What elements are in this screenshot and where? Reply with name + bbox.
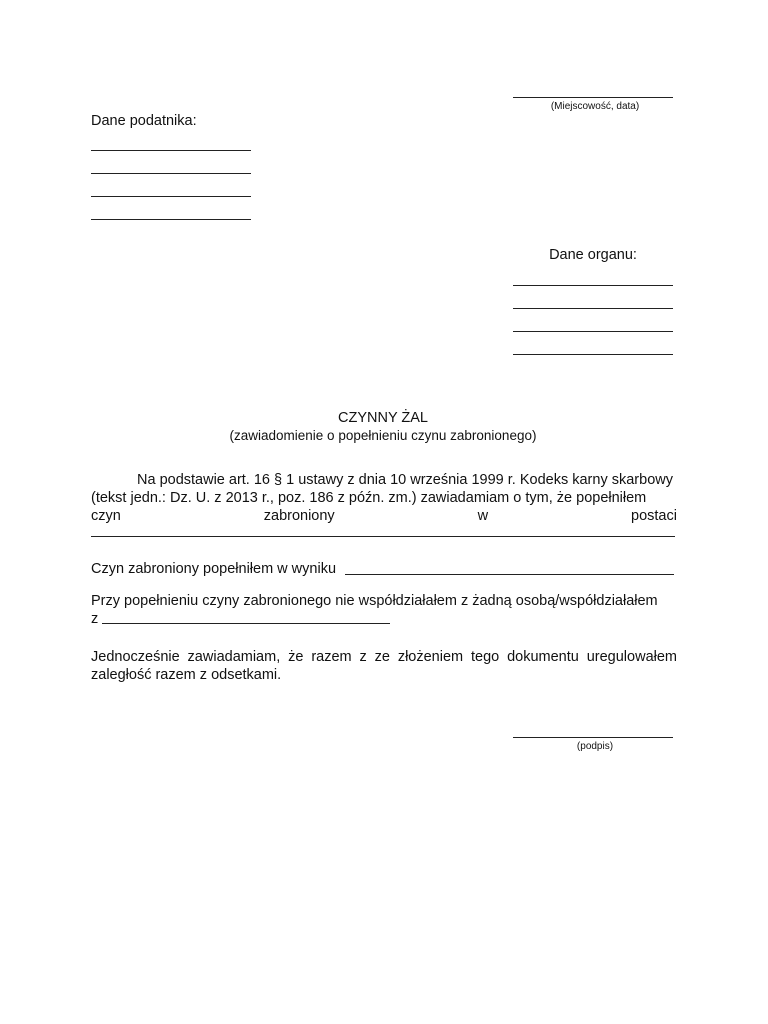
taxpayer-line-4 xyxy=(91,219,251,220)
cause-line xyxy=(345,574,674,575)
place-date-caption: (Miejscowość, data) xyxy=(550,101,640,112)
authority-line-3 xyxy=(513,331,673,332)
paragraph-legal-basis-line-3 xyxy=(91,507,677,525)
word-postaci: postaci xyxy=(631,508,677,524)
authority-line-2 xyxy=(513,308,673,309)
paragraph-cause: Czyn zabroniony popełniłem w wyniku xyxy=(91,561,337,577)
cooperation-line xyxy=(102,623,390,624)
taxpayer-line-2 xyxy=(91,173,251,174)
cooperation-prefix: z xyxy=(91,611,99,627)
word-czyn: czyn xyxy=(91,508,121,524)
authority-line-1 xyxy=(513,285,673,286)
paragraph-legal-basis-line-1: Na podstawie art. 16 § 1 ustawy z dnia 10 września 1999 r. Kodeks karny skarbowy xyxy=(137,472,673,488)
paragraph-legal-basis xyxy=(91,471,677,525)
signature-line xyxy=(513,737,673,738)
taxpayer-line-3 xyxy=(91,196,251,197)
paragraph-cooperation-line-2 xyxy=(91,610,677,628)
taxpayer-label: Dane podatnika: xyxy=(91,113,197,129)
paragraph-payment: Jednocześnie zawiadamiam, że razem z ze złożeniem tego dokumentu uregulowałem zaległość razem z odsetkami. xyxy=(91,649,677,683)
paragraph-legal-basis-line-2: (tekst jedn.: Dz. U. z 2013 r., poz. 186 z późn. zm.) zawiadamiam o tym, że popełniłem xyxy=(91,490,647,506)
authority-label: Dane organu: xyxy=(549,247,637,263)
authority-line-4 xyxy=(513,354,673,355)
offense-form-line xyxy=(91,536,675,537)
paragraph-cooperation-line-1: Przy popełnieniu czyny zabronionego nie współdziałałem z żadną osobą/współdziałałem xyxy=(91,593,658,609)
word-zabroniony: zabroniony xyxy=(263,508,335,524)
taxpayer-line-1 xyxy=(91,150,251,151)
signature-caption: (podpis) xyxy=(576,741,614,752)
document-title: CZYNNY ŻAL xyxy=(338,410,428,426)
word-w: w xyxy=(477,508,489,524)
place-date-line xyxy=(513,97,673,98)
document-subtitle: (zawiadomienie o popełnieniu czynu zabronionego) xyxy=(229,428,537,443)
